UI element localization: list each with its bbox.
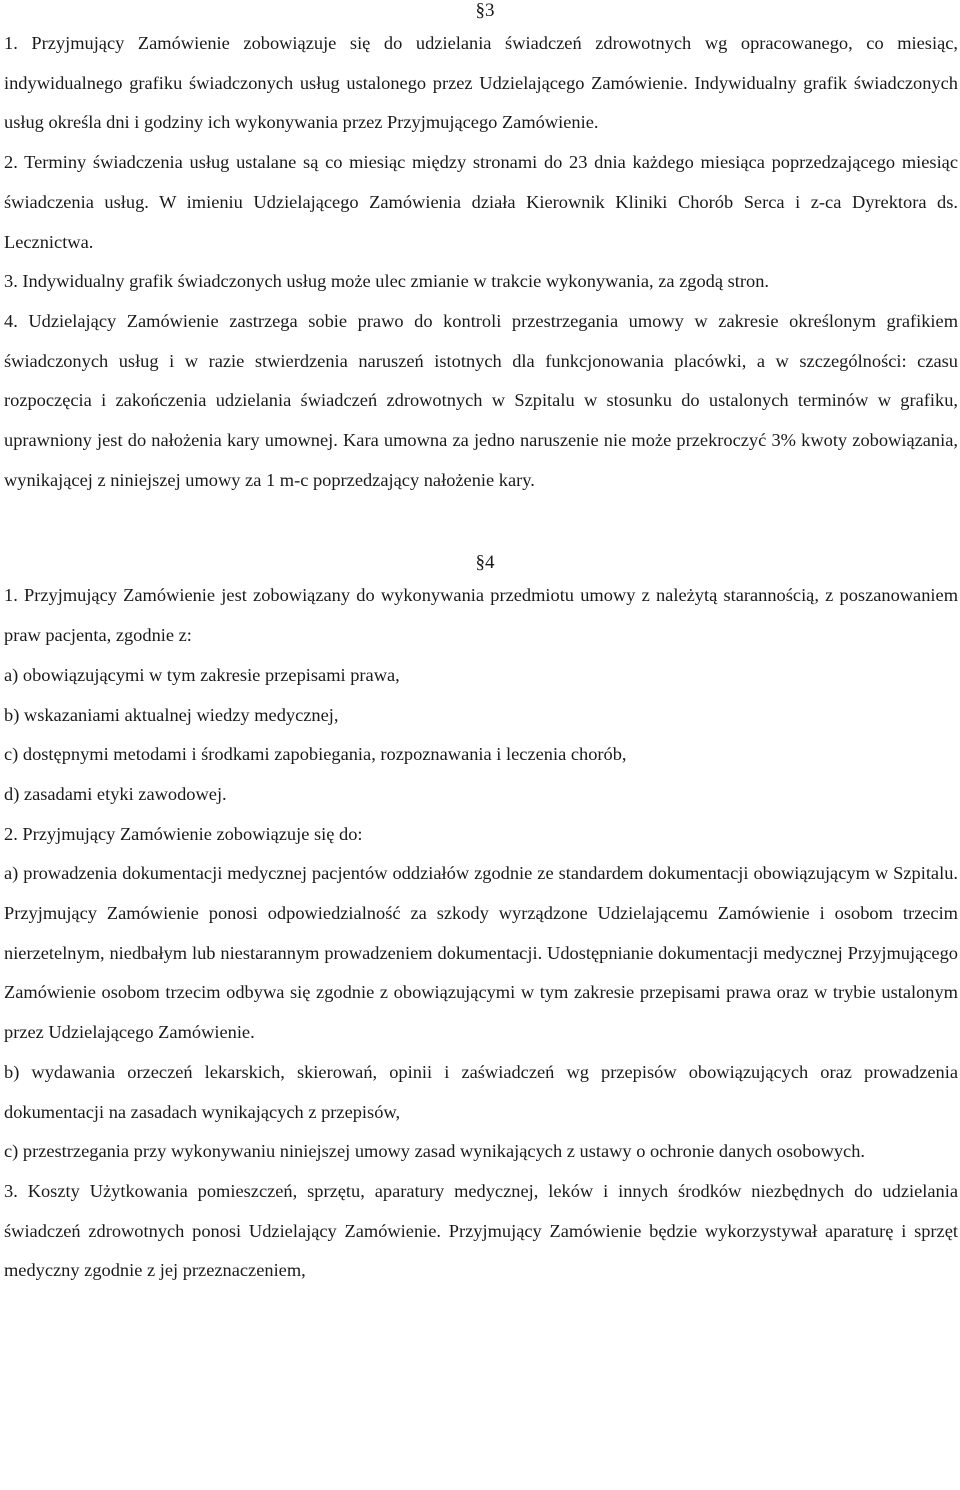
section-4-heading-text: §4 — [475, 552, 495, 574]
section-4-heading — [4, 550, 958, 576]
section-4-body — [4, 576, 958, 1291]
section-3-heading — [4, 0, 958, 24]
section-4-item-d: d) zasadami etyki zawodowej. — [4, 783, 227, 804]
section-4-paragraph-1: 1. Przyjmujący Zamówienie jest zobowiązany do wykonywania przedmiotu umowy z należytą starannością, z poszanowaniem praw pacjenta, zgodnie z: — [4, 585, 958, 646]
section-4-paragraph-3: 3. Koszty Użytkowania pomieszczeń, sprzętu, aparatury medycznej, leków i innych środków niezbędnych do udzielania świadczeń zdrowotnych ponosi Udzielający Zamówienie. Przyjmujący Zamówienie będzie wykorzystywał aparaturę i sprzęt medyczny zgodnie z jej przeznaczeniem, — [4, 1180, 958, 1281]
section-spacer — [4, 500, 958, 538]
section-3-paragraph-3: 3. Indywidualny grafik świadczonych usług może ulec zmianie w trakcie wykonywania, za zgodą stron. — [4, 271, 770, 292]
section-4-paragraph-2-item-a: a) prowadzenia dokumentacji medycznej pacjentów oddziałów zgodnie ze standardem dokumentacji obowiązującym w Szpitalu. Przyjmujący Zamówienie ponosi odpowiedzialność za szkody wyrządzone Udzielającemu Zamówienie i osobom trzecim nierzetelnym, niedbałym lub niestarannym prowadzeniem dokumentacji. Udostępnianie dokumentacji medycznej Przyjmującego Zamówienie osobom trzecim odbywa się zgodnie z obowiązującymi w tym zakresie przepisami prawa oraz w trybie ustalonym przez Udzielającego Zamówienie. — [4, 863, 958, 1043]
section-4-item-a: a) obowiązującymi w tym zakresie przepisami prawa, — [4, 664, 400, 685]
section-4-paragraph-2: 2. Przyjmujący Zamówienie zobowiązuje się do: — [4, 823, 363, 844]
section-4-paragraph-2-item-b: b) wydawania orzeczeń lekarskich, skierowań, opinii i zaświadczeń wg przepisów obowiązujących oraz prowadzenia dokumentacji na zasadach wynikających z przepisów, — [4, 1061, 958, 1122]
section-4-paragraph-2-item-c: c) przestrzegania przy wykonywaniu niniejszej umowy zasad wynikających z ustawy o ochronie danych osobowych. — [4, 1141, 866, 1162]
section-3-paragraph-1: 1. Przyjmujący Zamówienie zobowiązuje się do udzielania świadczeń zdrowotnych wg opracowanego, co miesiąc, indywidualnego grafiku świadczonych usług ustalonego przez Udzielającego Zamówienie. Indywidualny grafik świadczonych usług określa dni i godziny ich wykonywania przez Przyjmującego Zamówienie. — [4, 33, 958, 133]
section-3-paragraph-4: 4. Udzielający Zamówienie zastrzega sobie prawo do kontroli przestrzegania umowy w zakresie określonym grafikiem świadczonych usług i w razie stwierdzenia naruszeń istotnych dla funkcjonowania placówki, a w szczególności: czasu rozpoczęcia i zakończenia udzielania świadczeń zdrowotnych w Szpitalu w stosunku do ustalonych terminów w grafiku, uprawniony jest do nałożenia kary umownej. Kara umowna za jedno naruszenie nie może przekroczyć 3% kwoty zobowiązania, wynikającej z niniejszej umowy za 1 m-c poprzedzający nałożenie kary. — [4, 310, 958, 490]
section-4-item-c: c) dostępnymi metodami i środkami zapobiegania, rozpoznawania i leczenia chorób, — [4, 744, 627, 765]
section-3-body — [4, 24, 958, 500]
document-page — [4, 0, 958, 1291]
section-3-paragraph-2: 2. Terminy świadczenia usług ustalane są co miesiąc między stronami do 23 dnia każdego miesiąca poprzedzającego miesiąc świadczenia usług. W imieniu Udzielającego Zamówienia działa Kierownik Kliniki Chorób Serca i z-ca Dyrektora ds. Lecznictwa. — [4, 152, 958, 252]
section-3-heading-text: §3 — [475, 0, 495, 21]
section-4-item-b: b) wskazaniami aktualnej wiedzy medycznej, — [4, 704, 339, 725]
